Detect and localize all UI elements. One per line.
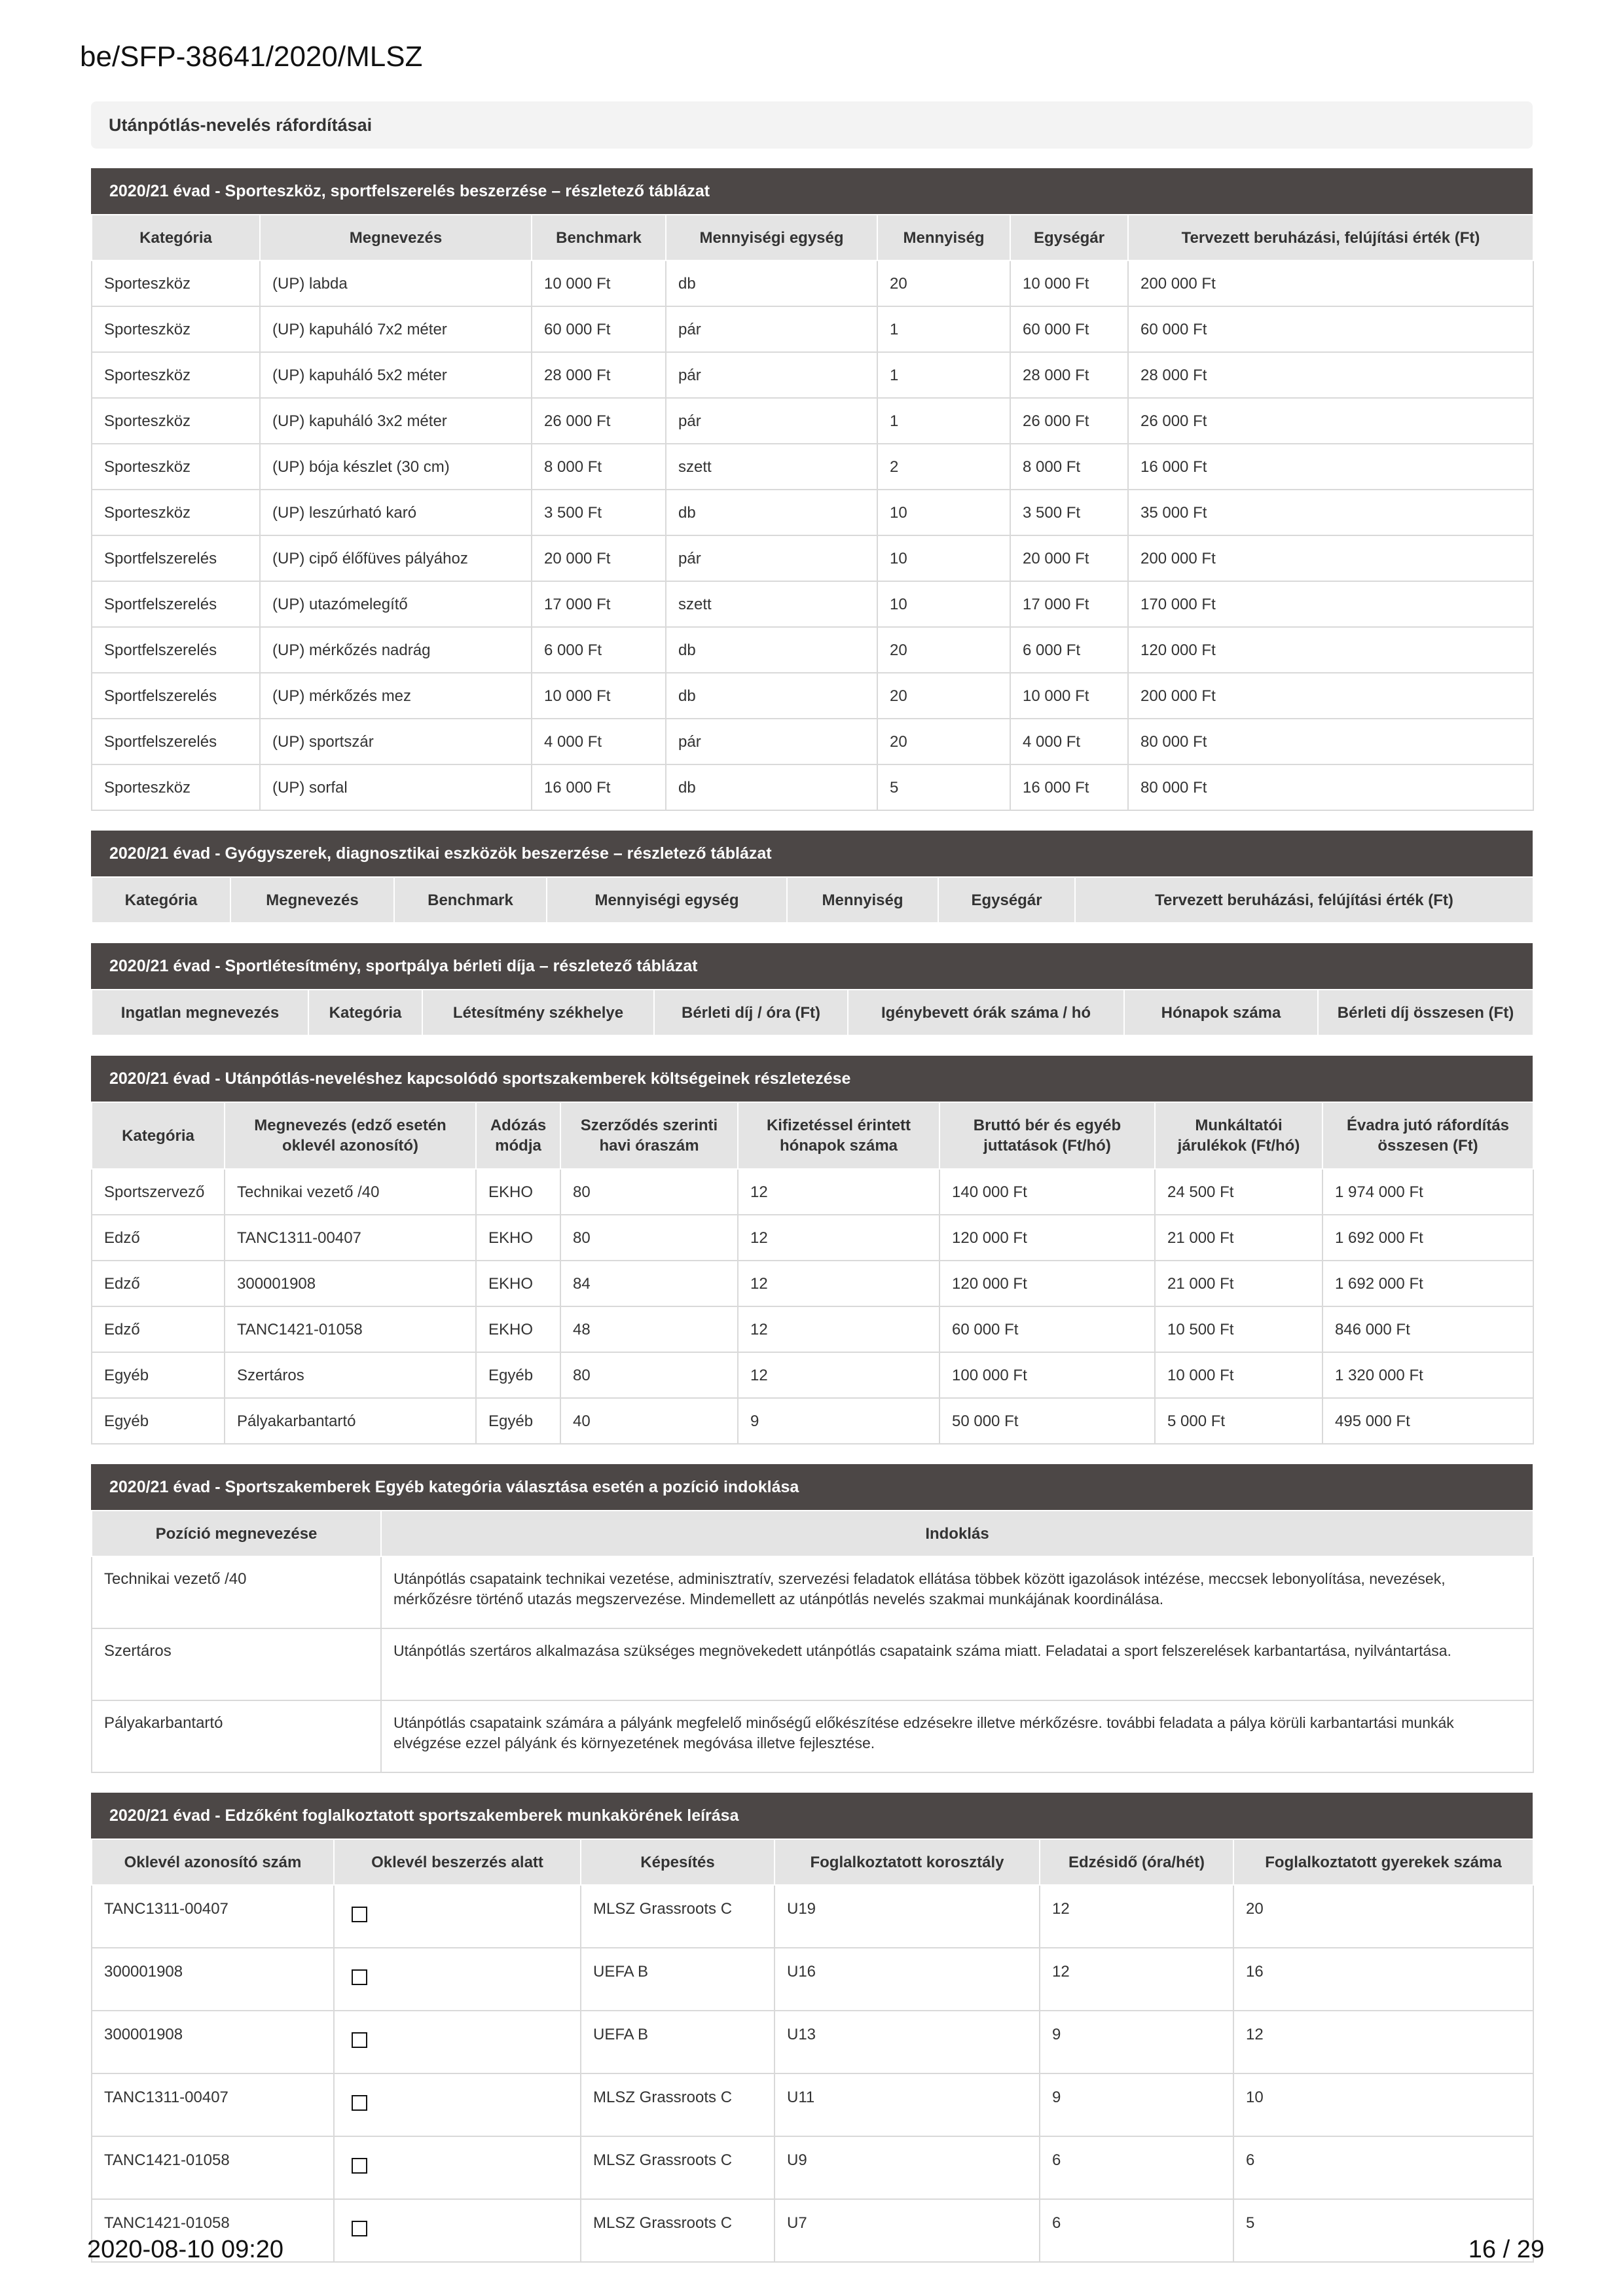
table-cell: 10 000 Ft — [1010, 260, 1128, 306]
table-cell — [334, 2011, 581, 2073]
column-header: Kategória — [92, 215, 260, 260]
table-cell: szett — [666, 581, 877, 627]
table-row — [92, 1556, 1533, 1628]
table-cell: 20 — [877, 260, 1010, 306]
column-header: Megnevezés (edző esetén oklevél azonosító) — [225, 1102, 476, 1169]
table-cell: 8 000 Ft — [532, 444, 666, 490]
table-header-row — [92, 1102, 1533, 1169]
table-cell: 40 — [560, 1398, 738, 1444]
medical-table — [91, 876, 1534, 924]
table-cell: TANC1311-00407 — [92, 2073, 334, 2136]
column-header: Hónapok száma — [1124, 990, 1318, 1035]
table-cell: 1 — [877, 352, 1010, 398]
table-cell: 9 — [1040, 2011, 1233, 2073]
table-cell: 10 — [877, 581, 1010, 627]
table-cell: 200 000 Ft — [1128, 260, 1533, 306]
table-cell: Sportfelszerelés — [92, 719, 260, 764]
table-cell: szett — [666, 444, 877, 490]
table-cell: pár — [666, 535, 877, 581]
table-cell: Egyéb — [92, 1398, 225, 1444]
table-cell: 20 — [877, 627, 1010, 673]
table-row — [92, 1700, 1533, 1772]
rental-table — [91, 989, 1534, 1036]
table-cell: (UP) mérkőzés nadrág — [260, 627, 532, 673]
table-cell: (UP) labda — [260, 260, 532, 306]
table-cell: 26 000 Ft — [1128, 398, 1533, 444]
table-cell: EKHO — [476, 1215, 560, 1261]
sports-equipment-table — [91, 214, 1534, 811]
table-cell: Sportfelszerelés — [92, 627, 260, 673]
column-header: Benchmark — [394, 877, 547, 923]
column-header: Edzésidő (óra/hét) — [1040, 1839, 1233, 1885]
column-header: Mennyiségi egység — [666, 215, 877, 260]
table-cell: 1 — [877, 398, 1010, 444]
table-cell: Sporteszköz — [92, 490, 260, 535]
table-cell: (UP) utazómelegítő — [260, 581, 532, 627]
table-cell: (UP) kapuháló 5x2 méter — [260, 352, 532, 398]
table-cell: TANC1311-00407 — [225, 1215, 476, 1261]
table-cell: 20 — [1233, 1885, 1533, 1948]
table-row — [92, 2136, 1533, 2199]
column-header: Évadra jutó ráfordítás összesen (Ft) — [1322, 1102, 1533, 1169]
column-header: Ingatlan megnevezés — [92, 990, 308, 1035]
table-cell: Sporteszköz — [92, 398, 260, 444]
column-header: Tervezett beruházási, felújítási érték (Ft) — [1075, 877, 1533, 923]
table-cell: MLSZ Grassroots C — [581, 2199, 775, 2262]
table-cell: Szertáros — [225, 1352, 476, 1398]
table-cell: U7 — [775, 2199, 1040, 2262]
table-row — [92, 627, 1533, 673]
table-cell: 50 000 Ft — [939, 1398, 1155, 1444]
table-header-row — [92, 1839, 1533, 1885]
checkbox-unchecked[interactable] — [352, 2095, 367, 2111]
table-cell: 170 000 Ft — [1128, 581, 1533, 627]
table-header-row — [92, 215, 1533, 260]
column-header: Oklevél beszerzés alatt — [334, 1839, 581, 1885]
table-cell: Sportszervező — [92, 1169, 225, 1215]
column-header: Megnevezés — [260, 215, 532, 260]
table-cell: pár — [666, 719, 877, 764]
table-cell: 5 000 Ft — [1155, 1398, 1322, 1444]
table-cell: UEFA B — [581, 1948, 775, 2011]
table-cell: 6 — [1040, 2136, 1233, 2199]
footer-page-number: 16 / 29 — [1468, 2236, 1544, 2263]
table-cell: 24 500 Ft — [1155, 1169, 1322, 1215]
table-cell: TANC1421-01058 — [225, 1306, 476, 1352]
table-row — [92, 1948, 1533, 2011]
column-header: Oklevél azonosító szám — [92, 1839, 334, 1885]
sports-equipment-title: 2020/21 évad - Sporteszköz, sportfelszerelés beszerzése – részletező táblázat — [91, 168, 1533, 214]
table-cell: 495 000 Ft — [1322, 1398, 1533, 1444]
table-header-row — [92, 1511, 1533, 1556]
table-cell: 1 692 000 Ft — [1322, 1261, 1533, 1306]
column-header: Bruttó bér és egyéb juttatások (Ft/hó) — [939, 1102, 1155, 1169]
table-cell: 10 — [877, 535, 1010, 581]
table-row — [92, 535, 1533, 581]
column-header: Bérleti díj / óra (Ft) — [654, 990, 848, 1035]
coaches-block — [91, 1793, 1533, 2263]
table-cell: 80 — [560, 1352, 738, 1398]
table-cell: Egyéb — [476, 1352, 560, 1398]
table-cell: db — [666, 627, 877, 673]
table-row — [92, 2073, 1533, 2136]
column-header: Mennyiségi egység — [547, 877, 787, 923]
table-cell: 12 — [738, 1261, 939, 1306]
table-cell: 60 000 Ft — [532, 306, 666, 352]
table-cell: (UP) sorfal — [260, 764, 532, 810]
table-row — [92, 1628, 1533, 1700]
table-cell: 20 — [877, 673, 1010, 719]
table-cell: Utánpótlás szertáros alkalmazása szükséges megnövekedett utánpótlás csapataink száma miatt. Feladatai a sport felszerelések karbantartása, nyilvántartása. — [381, 1628, 1533, 1700]
table-cell: pár — [666, 398, 877, 444]
column-header: Létesítmény székhelye — [422, 990, 654, 1035]
staff-costs-block — [91, 1056, 1533, 1444]
table-cell: Sportfelszerelés — [92, 535, 260, 581]
table-cell: 8 000 Ft — [1010, 444, 1128, 490]
table-cell: 1 974 000 Ft — [1322, 1169, 1533, 1215]
table-cell: 4 000 Ft — [1010, 719, 1128, 764]
table-cell: 16 000 Ft — [1010, 764, 1128, 810]
column-header: Kategória — [308, 990, 422, 1035]
justification-title: 2020/21 évad - Sportszakemberek Egyéb kategória választása esetén a pozíció indoklása — [91, 1464, 1533, 1510]
table-cell: 200 000 Ft — [1128, 535, 1533, 581]
table-cell: 300001908 — [92, 2011, 334, 2073]
table-cell: Sporteszköz — [92, 444, 260, 490]
document-id: be/SFP-38641/2020/MLSZ — [80, 41, 423, 73]
column-header: Pozíció megnevezése — [92, 1511, 381, 1556]
table-cell: MLSZ Grassroots C — [581, 1885, 775, 1948]
table-cell: 6 — [1233, 2136, 1533, 2199]
table-cell: 16 000 Ft — [532, 764, 666, 810]
table-cell: db — [666, 673, 877, 719]
table-cell: UEFA B — [581, 2011, 775, 2073]
table-cell: 1 — [877, 306, 1010, 352]
table-cell: Sporteszköz — [92, 306, 260, 352]
table-cell: 9 — [1040, 2073, 1233, 2136]
column-header: Foglalkoztatott korosztály — [775, 1839, 1040, 1885]
table-cell: 28 000 Ft — [1128, 352, 1533, 398]
table-cell: TANC1421-01058 — [92, 2199, 334, 2262]
table-cell: (UP) sportszár — [260, 719, 532, 764]
column-header: Adózás módja — [476, 1102, 560, 1169]
table-cell: 3 500 Ft — [532, 490, 666, 535]
table-row — [92, 1885, 1533, 1948]
table-cell: 48 — [560, 1306, 738, 1352]
table-row — [92, 398, 1533, 444]
justification-block — [91, 1464, 1533, 1773]
table-cell: 12 — [1040, 1948, 1233, 2011]
table-cell: Egyéb — [92, 1352, 225, 1398]
column-header: Egységár — [938, 877, 1075, 923]
table-cell: 12 — [738, 1215, 939, 1261]
table-cell: 300001908 — [225, 1261, 476, 1306]
column-header: Bérleti díj összesen (Ft) — [1318, 990, 1533, 1035]
column-header: Kategória — [92, 877, 230, 923]
table-cell: Sportfelszerelés — [92, 673, 260, 719]
column-header: Benchmark — [532, 215, 666, 260]
table-cell: db — [666, 490, 877, 535]
table-cell: 20 000 Ft — [1010, 535, 1128, 581]
justification-table — [91, 1510, 1534, 1773]
table-cell: 35 000 Ft — [1128, 490, 1533, 535]
table-cell: (UP) kapuháló 3x2 méter — [260, 398, 532, 444]
table-cell: 20 000 Ft — [532, 535, 666, 581]
table-row — [92, 490, 1533, 535]
column-header: Indoklás — [381, 1511, 1533, 1556]
table-cell: (UP) leszúrható karó — [260, 490, 532, 535]
table-cell: 26 000 Ft — [532, 398, 666, 444]
table-cell: 80 000 Ft — [1128, 719, 1533, 764]
table-cell: Edző — [92, 1306, 225, 1352]
table-cell: 10 000 Ft — [1155, 1352, 1322, 1398]
table-cell: Edző — [92, 1261, 225, 1306]
table-cell: 12 — [1233, 2011, 1533, 2073]
table-cell: 120 000 Ft — [939, 1261, 1155, 1306]
table-cell: MLSZ Grassroots C — [581, 2073, 775, 2136]
table-row — [92, 1352, 1533, 1398]
table-cell: 80 — [560, 1169, 738, 1215]
table-row — [92, 260, 1533, 306]
medical-block — [91, 831, 1533, 924]
staff-costs-title: 2020/21 évad - Utánpótlás-neveléshez kapcsolódó sportszakemberek költségeinek részletezése — [91, 1056, 1533, 1102]
column-header: Igénybevett órák száma / hó — [848, 990, 1124, 1035]
table-cell: EKHO — [476, 1169, 560, 1215]
table-cell: 12 — [738, 1306, 939, 1352]
coaches-table — [91, 1839, 1534, 2263]
checkbox-unchecked[interactable] — [352, 2221, 367, 2236]
table-cell: 16 000 Ft — [1128, 444, 1533, 490]
table-cell: Sportfelszerelés — [92, 581, 260, 627]
table-cell: EKHO — [476, 1261, 560, 1306]
table-cell: Egyéb — [476, 1398, 560, 1444]
checkbox-unchecked[interactable] — [352, 1969, 367, 1985]
column-header: Szerződés szerinti havi óraszám — [560, 1102, 738, 1169]
table-row — [92, 2199, 1533, 2262]
table-row — [92, 352, 1533, 398]
table-cell: Pályakarbantartó — [225, 1398, 476, 1444]
table-cell: Sporteszköz — [92, 352, 260, 398]
table-cell: 12 — [1040, 1885, 1233, 1948]
table-cell — [334, 2136, 581, 2199]
staff-costs-table — [91, 1102, 1534, 1444]
table-cell: (UP) bója készlet (30 cm) — [260, 444, 532, 490]
table-cell: 120 000 Ft — [939, 1215, 1155, 1261]
checkbox-unchecked[interactable] — [352, 1907, 367, 1922]
table-header-row — [92, 877, 1533, 923]
table-row — [92, 719, 1533, 764]
medical-title: 2020/21 évad - Gyógyszerek, diagnosztikai eszközök beszerzése – részletező táblázat — [91, 831, 1533, 876]
table-cell: pár — [666, 352, 877, 398]
table-cell: 10 — [877, 490, 1010, 535]
table-cell: 26 000 Ft — [1010, 398, 1128, 444]
table-cell: 28 000 Ft — [1010, 352, 1128, 398]
table-cell: (UP) cipő élőfüves pályához — [260, 535, 532, 581]
table-cell: pár — [666, 306, 877, 352]
table-row — [92, 2011, 1533, 2073]
column-header: Foglalkoztatott gyerekek száma — [1233, 1839, 1533, 1885]
table-cell: Sporteszköz — [92, 764, 260, 810]
table-row — [92, 444, 1533, 490]
column-header: Mennyiség — [877, 215, 1010, 260]
table-cell: 2 — [877, 444, 1010, 490]
table-row — [92, 1215, 1533, 1261]
table-cell: 846 000 Ft — [1322, 1306, 1533, 1352]
table-row — [92, 1169, 1533, 1215]
table-cell: 60 000 Ft — [1010, 306, 1128, 352]
table-cell: Szertáros — [92, 1628, 381, 1700]
table-cell: 10 000 Ft — [1010, 673, 1128, 719]
table-cell: Edző — [92, 1215, 225, 1261]
table-cell: 4 000 Ft — [532, 719, 666, 764]
footer-datetime: 2020-08-10 09:20 — [87, 2236, 284, 2263]
table-cell: 200 000 Ft — [1128, 673, 1533, 719]
table-cell: 28 000 Ft — [532, 352, 666, 398]
table-cell — [334, 2199, 581, 2262]
table-cell: Sporteszköz — [92, 260, 260, 306]
table-cell: 17 000 Ft — [532, 581, 666, 627]
column-header: Munkáltatói járulékok (Ft/hó) — [1155, 1102, 1322, 1169]
table-cell: 140 000 Ft — [939, 1169, 1155, 1215]
table-cell: 10 000 Ft — [532, 260, 666, 306]
table-cell: 12 — [738, 1169, 939, 1215]
column-header: Egységár — [1010, 215, 1128, 260]
table-cell: TANC1311-00407 — [92, 1885, 334, 1948]
column-header: Képesítés — [581, 1839, 775, 1885]
table-cell: 6 — [1040, 2199, 1233, 2262]
rental-block — [91, 943, 1533, 1036]
table-cell: 120 000 Ft — [1128, 627, 1533, 673]
sports-equipment-block — [91, 168, 1533, 811]
table-cell: 12 — [738, 1352, 939, 1398]
table-row — [92, 1306, 1533, 1352]
table-cell: 10 000 Ft — [532, 673, 666, 719]
table-cell: 1 692 000 Ft — [1322, 1215, 1533, 1261]
table-row — [92, 673, 1533, 719]
table-cell: Technikai vezető /40 — [92, 1556, 381, 1628]
table-cell: (UP) kapuháló 7x2 méter — [260, 306, 532, 352]
main-content — [91, 101, 1533, 2263]
table-cell: 17 000 Ft — [1010, 581, 1128, 627]
table-cell: Utánpótlás csapataink számára a pályánk megfelelő minőségű előkészítése edzésekre illetve mérkőzésre. további feladata a pálya körüli karbantartási munkák elvégzése ezzel pályánk és környezetének megóvása illetve fejlesztése. — [381, 1700, 1533, 1772]
table-cell: 10 — [1233, 2073, 1533, 2136]
table-cell: (UP) mérkőzés mez — [260, 673, 532, 719]
table-cell: 10 500 Ft — [1155, 1306, 1322, 1352]
table-cell: 100 000 Ft — [939, 1352, 1155, 1398]
table-cell: U9 — [775, 2136, 1040, 2199]
table-cell: Utánpótlás csapataink technikai vezetése, adminisztratív, szervezési feladatok ellátása többek között igazolások intézése, meccsek lebonyolítása, nevezések, mérkőzésre történő utazás megszervezése. Mindemellett az utánpótlás nevelés szakmai munkájának koordinálása. — [381, 1556, 1533, 1628]
table-cell: 60 000 Ft — [939, 1306, 1155, 1352]
table-cell: U19 — [775, 1885, 1040, 1948]
table-cell — [334, 1948, 581, 2011]
table-cell: MLSZ Grassroots C — [581, 2136, 775, 2199]
table-cell — [334, 2073, 581, 2136]
column-header: Kategória — [92, 1102, 225, 1169]
table-cell: U13 — [775, 2011, 1040, 2073]
table-cell: 20 — [877, 719, 1010, 764]
column-header: Kifizetéssel érintett hónapok száma — [738, 1102, 939, 1169]
table-cell: 60 000 Ft — [1128, 306, 1533, 352]
table-row — [92, 581, 1533, 627]
section-title: Utánpótlás-nevelés ráfordításai — [91, 101, 1533, 149]
table-cell: U11 — [775, 2073, 1040, 2136]
table-cell: 3 500 Ft — [1010, 490, 1128, 535]
table-cell: db — [666, 260, 877, 306]
table-header-row — [92, 990, 1533, 1035]
table-cell: Technikai vezető /40 — [225, 1169, 476, 1215]
table-cell: 1 320 000 Ft — [1322, 1352, 1533, 1398]
checkbox-unchecked[interactable] — [352, 2158, 367, 2174]
table-cell — [334, 1885, 581, 1948]
table-cell: 21 000 Ft — [1155, 1215, 1322, 1261]
column-header: Tervezett beruházási, felújítási érték (Ft) — [1128, 215, 1533, 260]
checkbox-unchecked[interactable] — [352, 2032, 367, 2048]
table-cell: Pályakarbantartó — [92, 1700, 381, 1772]
coaches-title: 2020/21 évad - Edzőként foglalkoztatott sportszakemberek munkakörének leírása — [91, 1793, 1533, 1839]
table-cell: U16 — [775, 1948, 1040, 2011]
table-cell: EKHO — [476, 1306, 560, 1352]
table-row — [92, 1398, 1533, 1444]
table-cell: 6 000 Ft — [532, 627, 666, 673]
table-row — [92, 1261, 1533, 1306]
table-cell: 21 000 Ft — [1155, 1261, 1322, 1306]
rental-title: 2020/21 évad - Sportlétesítmény, sportpálya bérleti díja – részletező táblázat — [91, 943, 1533, 989]
column-header: Mennyiség — [787, 877, 938, 923]
table-cell: 84 — [560, 1261, 738, 1306]
table-row — [92, 306, 1533, 352]
column-header: Megnevezés — [230, 877, 394, 923]
table-cell: 16 — [1233, 1948, 1533, 2011]
table-cell: 5 — [1233, 2199, 1533, 2262]
table-cell: 5 — [877, 764, 1010, 810]
table-cell: 80 000 Ft — [1128, 764, 1533, 810]
table-cell: db — [666, 764, 877, 810]
table-cell: TANC1421-01058 — [92, 2136, 334, 2199]
table-cell: 300001908 — [92, 1948, 334, 2011]
table-cell: 80 — [560, 1215, 738, 1261]
table-cell: 9 — [738, 1398, 939, 1444]
table-row — [92, 764, 1533, 810]
table-cell: 6 000 Ft — [1010, 627, 1128, 673]
